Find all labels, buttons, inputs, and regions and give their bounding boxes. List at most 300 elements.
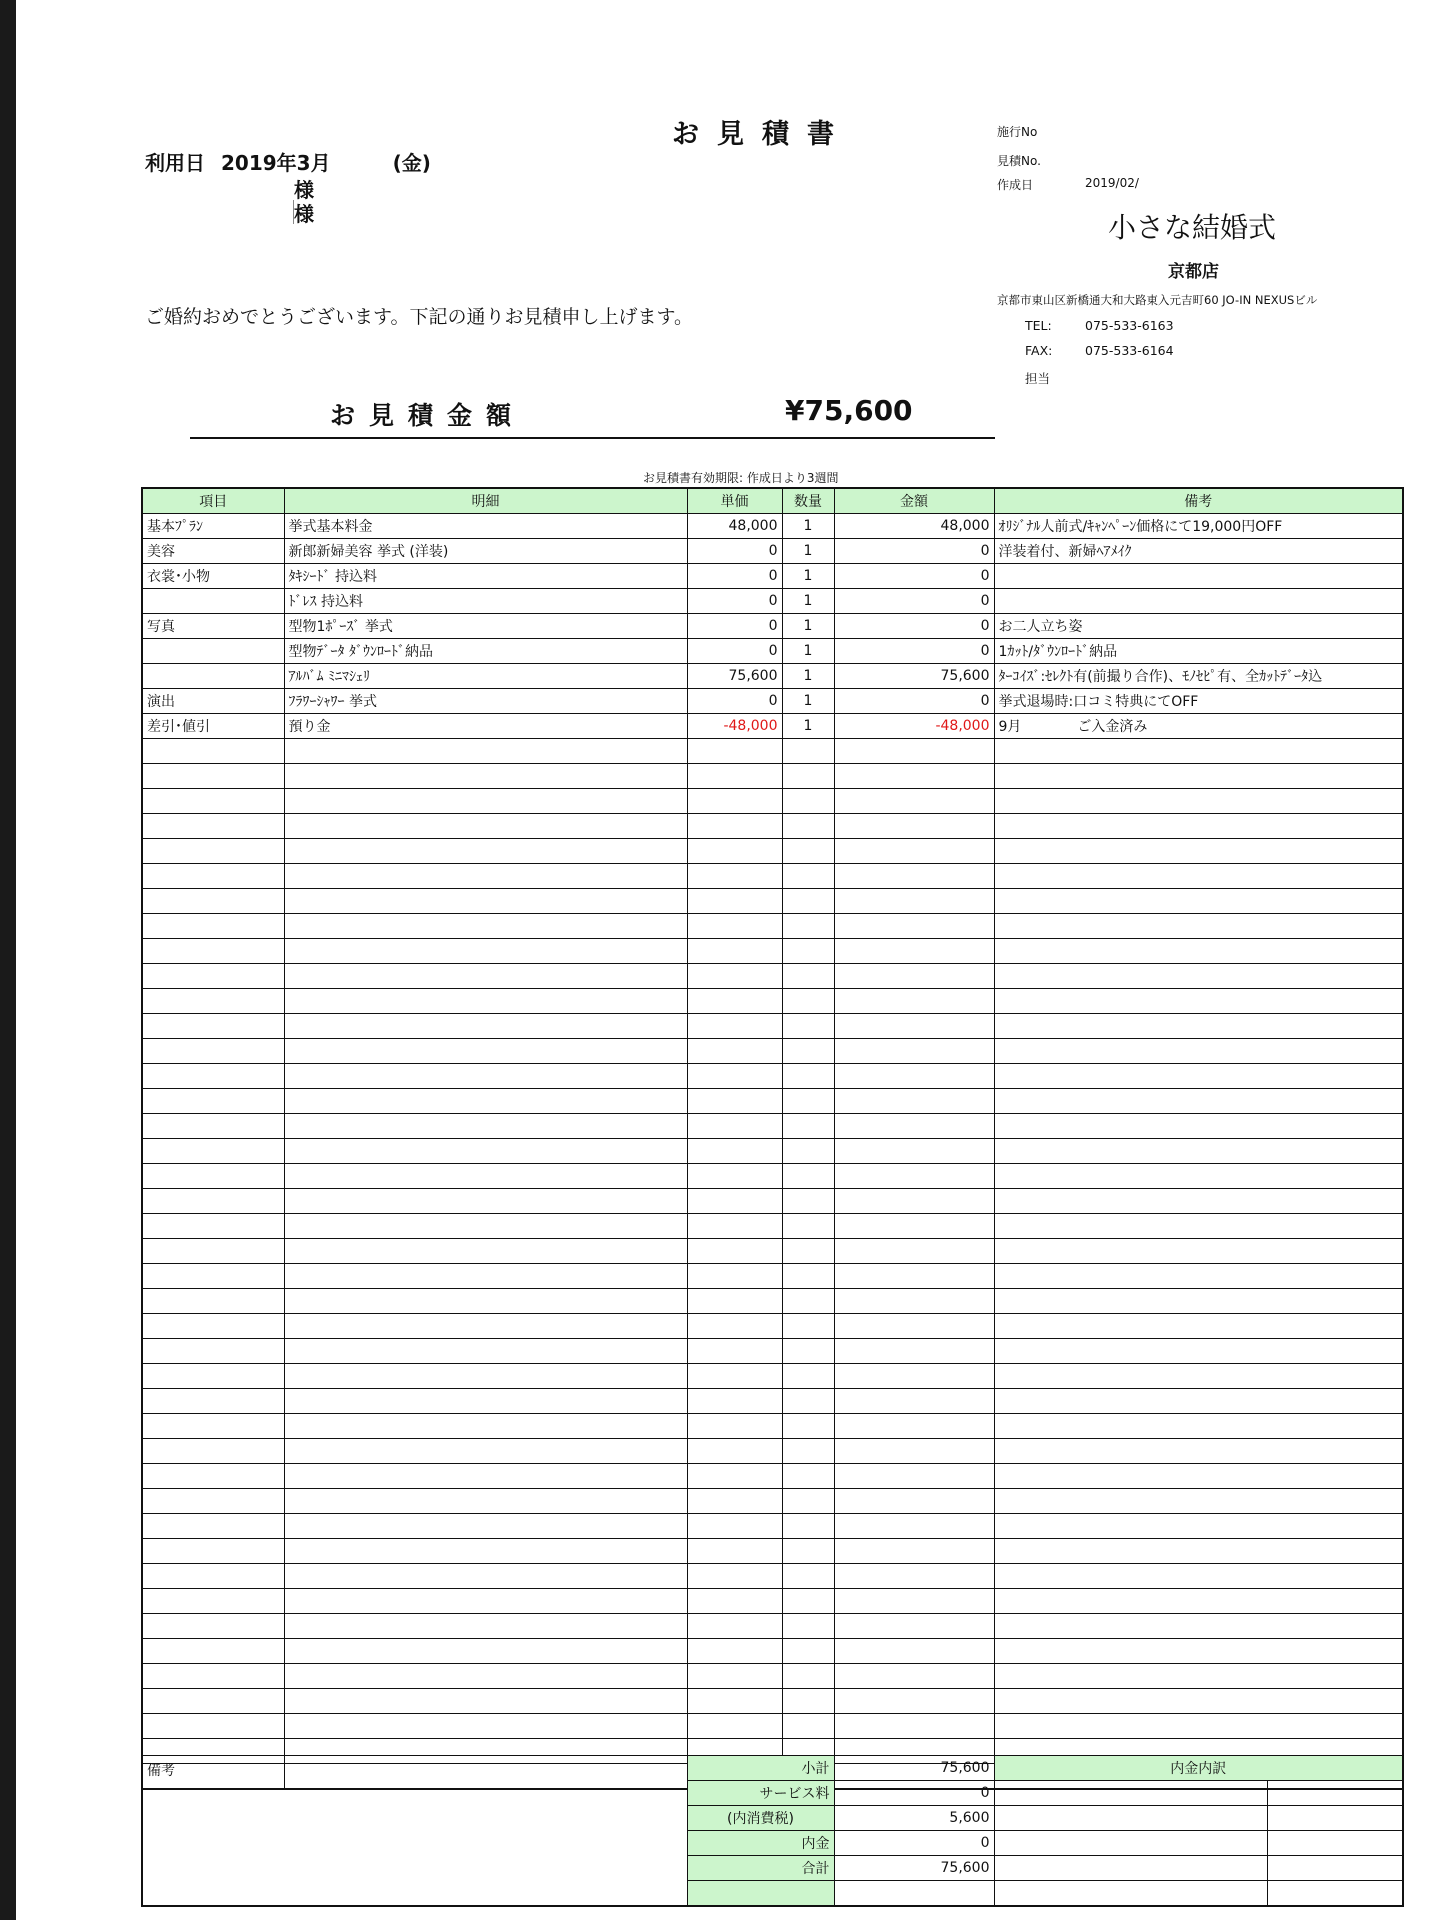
cell-item	[142, 1388, 284, 1413]
table-row	[142, 1363, 1403, 1388]
cell-detail	[284, 1638, 687, 1663]
deposit-cell	[1267, 1881, 1403, 1907]
cell-amount	[834, 1013, 994, 1038]
cell-item: 演出	[142, 688, 284, 713]
cell-unit-price	[687, 1538, 782, 1563]
tel-number: 075-533-6163	[1085, 318, 1174, 333]
cell-qty	[782, 1663, 834, 1688]
table-row	[142, 1063, 1403, 1088]
cell-qty	[782, 913, 834, 938]
cell-qty	[782, 738, 834, 763]
cell-detail	[284, 1713, 687, 1738]
cell-detail	[284, 963, 687, 988]
cell-qty	[782, 1263, 834, 1288]
cell-detail	[284, 888, 687, 913]
cell-unit-price	[687, 1138, 782, 1163]
cell-amount	[834, 838, 994, 863]
cell-qty: 1	[782, 688, 834, 713]
cell-item	[142, 1363, 284, 1388]
table-row	[142, 1613, 1403, 1638]
cell-detail: ﾄﾞﾚｽ 持込料	[284, 588, 687, 613]
cell-item	[142, 1538, 284, 1563]
cell-detail	[284, 1613, 687, 1638]
cell-amount	[834, 1638, 994, 1663]
deposit-cell	[1267, 1781, 1403, 1806]
col-header-item: 項目	[142, 488, 284, 513]
cell-qty	[782, 1363, 834, 1388]
cell-note	[994, 1338, 1403, 1363]
cell-note: 9月 ご入金済み	[994, 713, 1403, 738]
cell-item	[142, 1438, 284, 1463]
table-row	[142, 1513, 1403, 1538]
left-edge-bar	[0, 0, 16, 1920]
table-row	[142, 563, 1403, 588]
cell-note	[994, 1563, 1403, 1588]
cell-qty	[782, 938, 834, 963]
cell-detail	[284, 913, 687, 938]
cell-unit-price	[687, 1638, 782, 1663]
cell-amount	[834, 863, 994, 888]
cell-detail: 新郎新婦美容 挙式 (洋装)	[284, 538, 687, 563]
table-row	[142, 538, 1403, 563]
table-row	[142, 1713, 1403, 1738]
cell-amount	[834, 1363, 994, 1388]
company-address: 京都市東山区新橋通大和大路東入元吉町60 JO-IN NEXUSビル	[997, 293, 1318, 307]
cell-item	[142, 1638, 284, 1663]
cell-qty	[782, 813, 834, 838]
cell-note	[994, 938, 1403, 963]
cell-qty	[782, 1313, 834, 1338]
cell-unit-price: 75,600	[687, 663, 782, 688]
service-charge-label: サービス料	[687, 1781, 834, 1806]
cell-note	[994, 913, 1403, 938]
cell-unit-price	[687, 1038, 782, 1063]
cell-note: ｵﾘｼﾞﾅﾙ人前式/ｷｬﾝﾍﾟｰﾝ価格にて19,000円OFF	[994, 513, 1403, 538]
cell-qty: 1	[782, 588, 834, 613]
cell-detail	[284, 1438, 687, 1463]
cell-note	[994, 1088, 1403, 1113]
table-row	[142, 1438, 1403, 1463]
cell-note	[994, 1213, 1403, 1238]
cell-detail: 型物ﾃﾞｰﾀ ﾀﾞｳﾝﾛｰﾄﾞ納品	[284, 638, 687, 663]
cell-amount	[834, 1688, 994, 1713]
cell-qty	[782, 1688, 834, 1713]
cell-detail	[284, 1488, 687, 1513]
cell-amount	[834, 1663, 994, 1688]
cell-amount	[834, 1613, 994, 1638]
col-header-note: 備考	[994, 488, 1403, 513]
cell-amount: 0	[834, 638, 994, 663]
cell-qty	[782, 1163, 834, 1188]
cell-detail	[284, 813, 687, 838]
total-value: 75,600	[834, 1856, 994, 1881]
cell-item	[142, 1338, 284, 1363]
cell-item: 美容	[142, 538, 284, 563]
deposit-cell	[994, 1806, 1267, 1831]
cell-amount	[834, 1313, 994, 1338]
cell-note	[994, 763, 1403, 788]
cell-unit-price	[687, 1388, 782, 1413]
fax-label: FAX:	[1025, 343, 1053, 358]
cell-amount: 0	[834, 538, 994, 563]
document-title: お見積書	[672, 119, 852, 150]
cell-note	[994, 1313, 1403, 1338]
table-row	[142, 1038, 1403, 1063]
cursor-mark	[293, 200, 294, 224]
cell-unit-price	[687, 913, 782, 938]
table-row	[142, 688, 1403, 713]
cell-note	[994, 1013, 1403, 1038]
deposit-cell	[994, 1881, 1267, 1907]
cell-qty: 1	[782, 713, 834, 738]
cell-detail	[284, 1538, 687, 1563]
cell-qty	[782, 1488, 834, 1513]
cell-qty	[782, 1288, 834, 1313]
cell-amount	[834, 963, 994, 988]
cell-unit-price: 0	[687, 588, 782, 613]
table-row	[142, 1288, 1403, 1313]
cell-detail: 預り金	[284, 713, 687, 738]
cell-qty	[782, 788, 834, 813]
cell-detail: 型物1ﾎﾟｰｽﾞ 挙式	[284, 613, 687, 638]
cell-note	[994, 838, 1403, 863]
cell-note: ﾀｰｺｲｽﾞ:ｾﾚｸﾄ有(前撮り合作)、ﾓﾉｾﾋﾟ有、全ｶｯﾄﾃﾞｰﾀ込	[994, 663, 1403, 688]
table-row	[142, 763, 1403, 788]
cell-qty	[782, 1613, 834, 1638]
service-charge-value: 0	[834, 1781, 994, 1806]
estimate-amount-label: お見積金額	[330, 401, 526, 430]
cell-note	[994, 563, 1403, 588]
cell-note	[994, 1613, 1403, 1638]
estimate-amount-value: ¥75,600	[785, 394, 913, 427]
cell-note	[994, 1288, 1403, 1313]
cell-qty	[782, 963, 834, 988]
cell-unit-price: 48,000	[687, 513, 782, 538]
cell-note	[994, 1463, 1403, 1488]
cell-item	[142, 1588, 284, 1613]
cell-unit-price: 0	[687, 538, 782, 563]
cell-note	[994, 1188, 1403, 1213]
table-row	[142, 963, 1403, 988]
cell-amount	[834, 1288, 994, 1313]
cell-item	[142, 763, 284, 788]
cell-qty: 1	[782, 513, 834, 538]
cell-unit-price: 0	[687, 688, 782, 713]
use-date-label: 利用日	[145, 151, 205, 175]
cell-amount: 75,600	[834, 663, 994, 688]
cell-item	[142, 1563, 284, 1588]
cell-detail	[284, 1013, 687, 1038]
cell-detail	[284, 1063, 687, 1088]
cell-detail: 挙式基本料金	[284, 513, 687, 538]
cell-unit-price	[687, 988, 782, 1013]
cell-detail	[284, 1163, 687, 1188]
estimate-table	[141, 487, 1404, 1790]
cell-item	[142, 1113, 284, 1138]
customer-suffix-groom: 様	[294, 178, 314, 202]
cell-item	[142, 1713, 284, 1738]
cell-detail	[284, 1288, 687, 1313]
cell-amount	[834, 1513, 994, 1538]
cell-note	[994, 1063, 1403, 1088]
cell-detail	[284, 1563, 687, 1588]
table-row	[142, 738, 1403, 763]
table-row	[142, 838, 1403, 863]
col-header-unit-price: 単価	[687, 488, 782, 513]
cell-note	[994, 1688, 1403, 1713]
cell-item	[142, 1038, 284, 1063]
cell-unit-price	[687, 1313, 782, 1338]
cell-qty	[782, 1063, 834, 1088]
cell-qty	[782, 1388, 834, 1413]
cell-unit-price	[687, 863, 782, 888]
summary-blank	[834, 1881, 994, 1907]
cell-note	[994, 1388, 1403, 1413]
cell-detail	[284, 1188, 687, 1213]
table-row	[142, 513, 1403, 538]
table-row	[142, 638, 1403, 663]
cell-note: 洋装着付、新婦ﾍｱﾒｲｸ	[994, 538, 1403, 563]
table-row	[142, 1013, 1403, 1038]
cell-item	[142, 1063, 284, 1088]
cell-detail: ﾌﾗﾜｰｼｬﾜｰ 挙式	[284, 688, 687, 713]
cell-item	[142, 588, 284, 613]
cell-item	[142, 888, 284, 913]
cell-qty	[782, 1338, 834, 1363]
table-row	[142, 1663, 1403, 1688]
cell-item	[142, 988, 284, 1013]
table-row	[142, 1313, 1403, 1338]
cell-detail	[284, 863, 687, 888]
use-date	[145, 147, 431, 176]
cell-amount	[834, 888, 994, 913]
table-row	[142, 888, 1403, 913]
deposit-cell	[1267, 1831, 1403, 1856]
greeting-text: ご婚約おめでとうございます。下記の通りお見積申し上げます。	[145, 306, 693, 328]
cell-qty: 1	[782, 613, 834, 638]
cell-note	[994, 888, 1403, 913]
table-row	[142, 613, 1403, 638]
cell-amount	[834, 1488, 994, 1513]
table-row	[142, 1088, 1403, 1113]
cell-item: 基本ﾌﾟﾗﾝ	[142, 513, 284, 538]
cell-amount	[834, 1088, 994, 1113]
cell-unit-price	[687, 813, 782, 838]
cell-detail	[284, 1138, 687, 1163]
cell-item	[142, 638, 284, 663]
cell-detail	[284, 1363, 687, 1388]
cell-unit-price	[687, 1613, 782, 1638]
table-row	[142, 1338, 1403, 1363]
cell-item	[142, 1688, 284, 1713]
cell-unit-price	[687, 1663, 782, 1688]
cell-unit-price	[687, 1288, 782, 1313]
table-row	[142, 1688, 1403, 1713]
table-row	[142, 913, 1403, 938]
cell-item	[142, 1288, 284, 1313]
cell-unit-price	[687, 1463, 782, 1488]
use-date-weekday: (金)	[392, 151, 431, 175]
deposit-cell	[994, 1831, 1267, 1856]
table-row	[142, 1138, 1403, 1163]
cell-note	[994, 1588, 1403, 1613]
cell-detail	[284, 1113, 687, 1138]
cell-unit-price	[687, 1113, 782, 1138]
table-row	[142, 813, 1403, 838]
table-row	[142, 713, 1403, 738]
table-row	[142, 1238, 1403, 1263]
cell-unit-price: 0	[687, 638, 782, 663]
cell-amount	[834, 1438, 994, 1463]
cell-unit-price	[687, 1513, 782, 1538]
cell-note	[994, 813, 1403, 838]
cell-qty	[782, 1238, 834, 1263]
cell-item	[142, 1513, 284, 1538]
cell-note: お二人立ち姿	[994, 613, 1403, 638]
cell-note	[994, 1238, 1403, 1263]
deposit-cell	[1267, 1806, 1403, 1831]
company-name: 小さな結婚式	[1108, 211, 1277, 244]
cell-unit-price	[687, 1563, 782, 1588]
cell-qty	[782, 1463, 834, 1488]
cell-item	[142, 813, 284, 838]
table-row	[142, 1638, 1403, 1663]
cell-amount	[834, 1538, 994, 1563]
cell-qty: 1	[782, 663, 834, 688]
cell-qty	[782, 1563, 834, 1588]
cell-qty	[782, 1188, 834, 1213]
cell-note	[994, 1038, 1403, 1063]
table-row	[142, 663, 1403, 688]
cell-unit-price	[687, 1263, 782, 1288]
cell-note	[994, 988, 1403, 1013]
cell-item	[142, 938, 284, 963]
cell-amount: 0	[834, 588, 994, 613]
table-row	[142, 1113, 1403, 1138]
cell-qty	[782, 1438, 834, 1463]
cell-amount	[834, 1338, 994, 1363]
cell-unit-price	[687, 1713, 782, 1738]
cell-amount	[834, 938, 994, 963]
cell-unit-price	[687, 1438, 782, 1463]
table-row	[142, 1563, 1403, 1588]
cell-note	[994, 738, 1403, 763]
cell-unit-price	[687, 888, 782, 913]
cell-item	[142, 1313, 284, 1338]
cell-qty: 1	[782, 538, 834, 563]
cell-qty	[782, 838, 834, 863]
estimate-no-label: 見積No.	[997, 154, 1041, 168]
cell-note	[994, 1513, 1403, 1538]
created-date-label: 作成日	[997, 178, 1034, 192]
table-row	[142, 1188, 1403, 1213]
cell-amount: 0	[834, 688, 994, 713]
cell-item	[142, 863, 284, 888]
cell-note	[994, 588, 1403, 613]
cell-item	[142, 788, 284, 813]
cell-qty	[782, 1013, 834, 1038]
cell-detail	[284, 1313, 687, 1338]
cell-unit-price	[687, 1013, 782, 1038]
cell-note	[994, 963, 1403, 988]
cell-detail	[284, 1263, 687, 1288]
cell-detail	[284, 1338, 687, 1363]
cell-qty	[782, 1113, 834, 1138]
cell-detail	[284, 1213, 687, 1238]
tax-label: (内消費税)	[687, 1806, 834, 1831]
cell-detail	[284, 1238, 687, 1263]
cell-note	[994, 1538, 1403, 1563]
cell-detail	[284, 738, 687, 763]
summary-table	[141, 1755, 1404, 1907]
table-row	[142, 863, 1403, 888]
cell-amount	[834, 1588, 994, 1613]
cell-unit-price	[687, 1088, 782, 1113]
cell-item	[142, 663, 284, 688]
table-row	[142, 1263, 1403, 1288]
cell-item	[142, 1488, 284, 1513]
cell-amount	[834, 1213, 994, 1238]
table-row	[142, 1388, 1403, 1413]
cell-qty	[782, 1138, 834, 1163]
cell-amount	[834, 1463, 994, 1488]
cell-unit-price	[687, 788, 782, 813]
cell-amount	[834, 1713, 994, 1738]
cell-note	[994, 1413, 1403, 1438]
cell-amount	[834, 1113, 994, 1138]
cell-qty	[782, 763, 834, 788]
table-row	[142, 938, 1403, 963]
cell-item	[142, 1013, 284, 1038]
cell-amount: 0	[834, 613, 994, 638]
cell-note: 1ｶｯﾄ/ﾀﾞｳﾝﾛｰﾄﾞ納品	[994, 638, 1403, 663]
cell-detail	[284, 1463, 687, 1488]
cell-item	[142, 1188, 284, 1213]
cell-detail	[284, 1513, 687, 1538]
work-no-label: 施行No	[997, 125, 1038, 139]
cell-detail	[284, 1688, 687, 1713]
cell-amount	[834, 1413, 994, 1438]
cell-unit-price	[687, 838, 782, 863]
cell-detail	[284, 788, 687, 813]
total-label: 合計	[687, 1856, 834, 1881]
cell-item	[142, 1238, 284, 1263]
tax-value: 5,600	[834, 1806, 994, 1831]
cell-unit-price	[687, 1413, 782, 1438]
remarks-label: 備考	[142, 1756, 687, 1907]
cell-detail	[284, 1088, 687, 1113]
cell-note: 挙式退場時:口コミ特典にてOFF	[994, 688, 1403, 713]
cell-qty	[782, 1538, 834, 1563]
cell-qty	[782, 1413, 834, 1438]
cell-amount	[834, 1138, 994, 1163]
cell-amount	[834, 1388, 994, 1413]
cell-amount: -48,000	[834, 713, 994, 738]
cell-amount	[834, 988, 994, 1013]
cell-item	[142, 913, 284, 938]
cell-note	[994, 1138, 1403, 1163]
cell-unit-price	[687, 1363, 782, 1388]
cell-qty: 1	[782, 563, 834, 588]
cell-item	[142, 1663, 284, 1688]
cell-amount	[834, 1563, 994, 1588]
staff-label: 担当	[1025, 371, 1051, 386]
table-row	[142, 788, 1403, 813]
cell-item	[142, 1413, 284, 1438]
cell-item: 写真	[142, 613, 284, 638]
cell-amount	[834, 1188, 994, 1213]
cell-item	[142, 1138, 284, 1163]
